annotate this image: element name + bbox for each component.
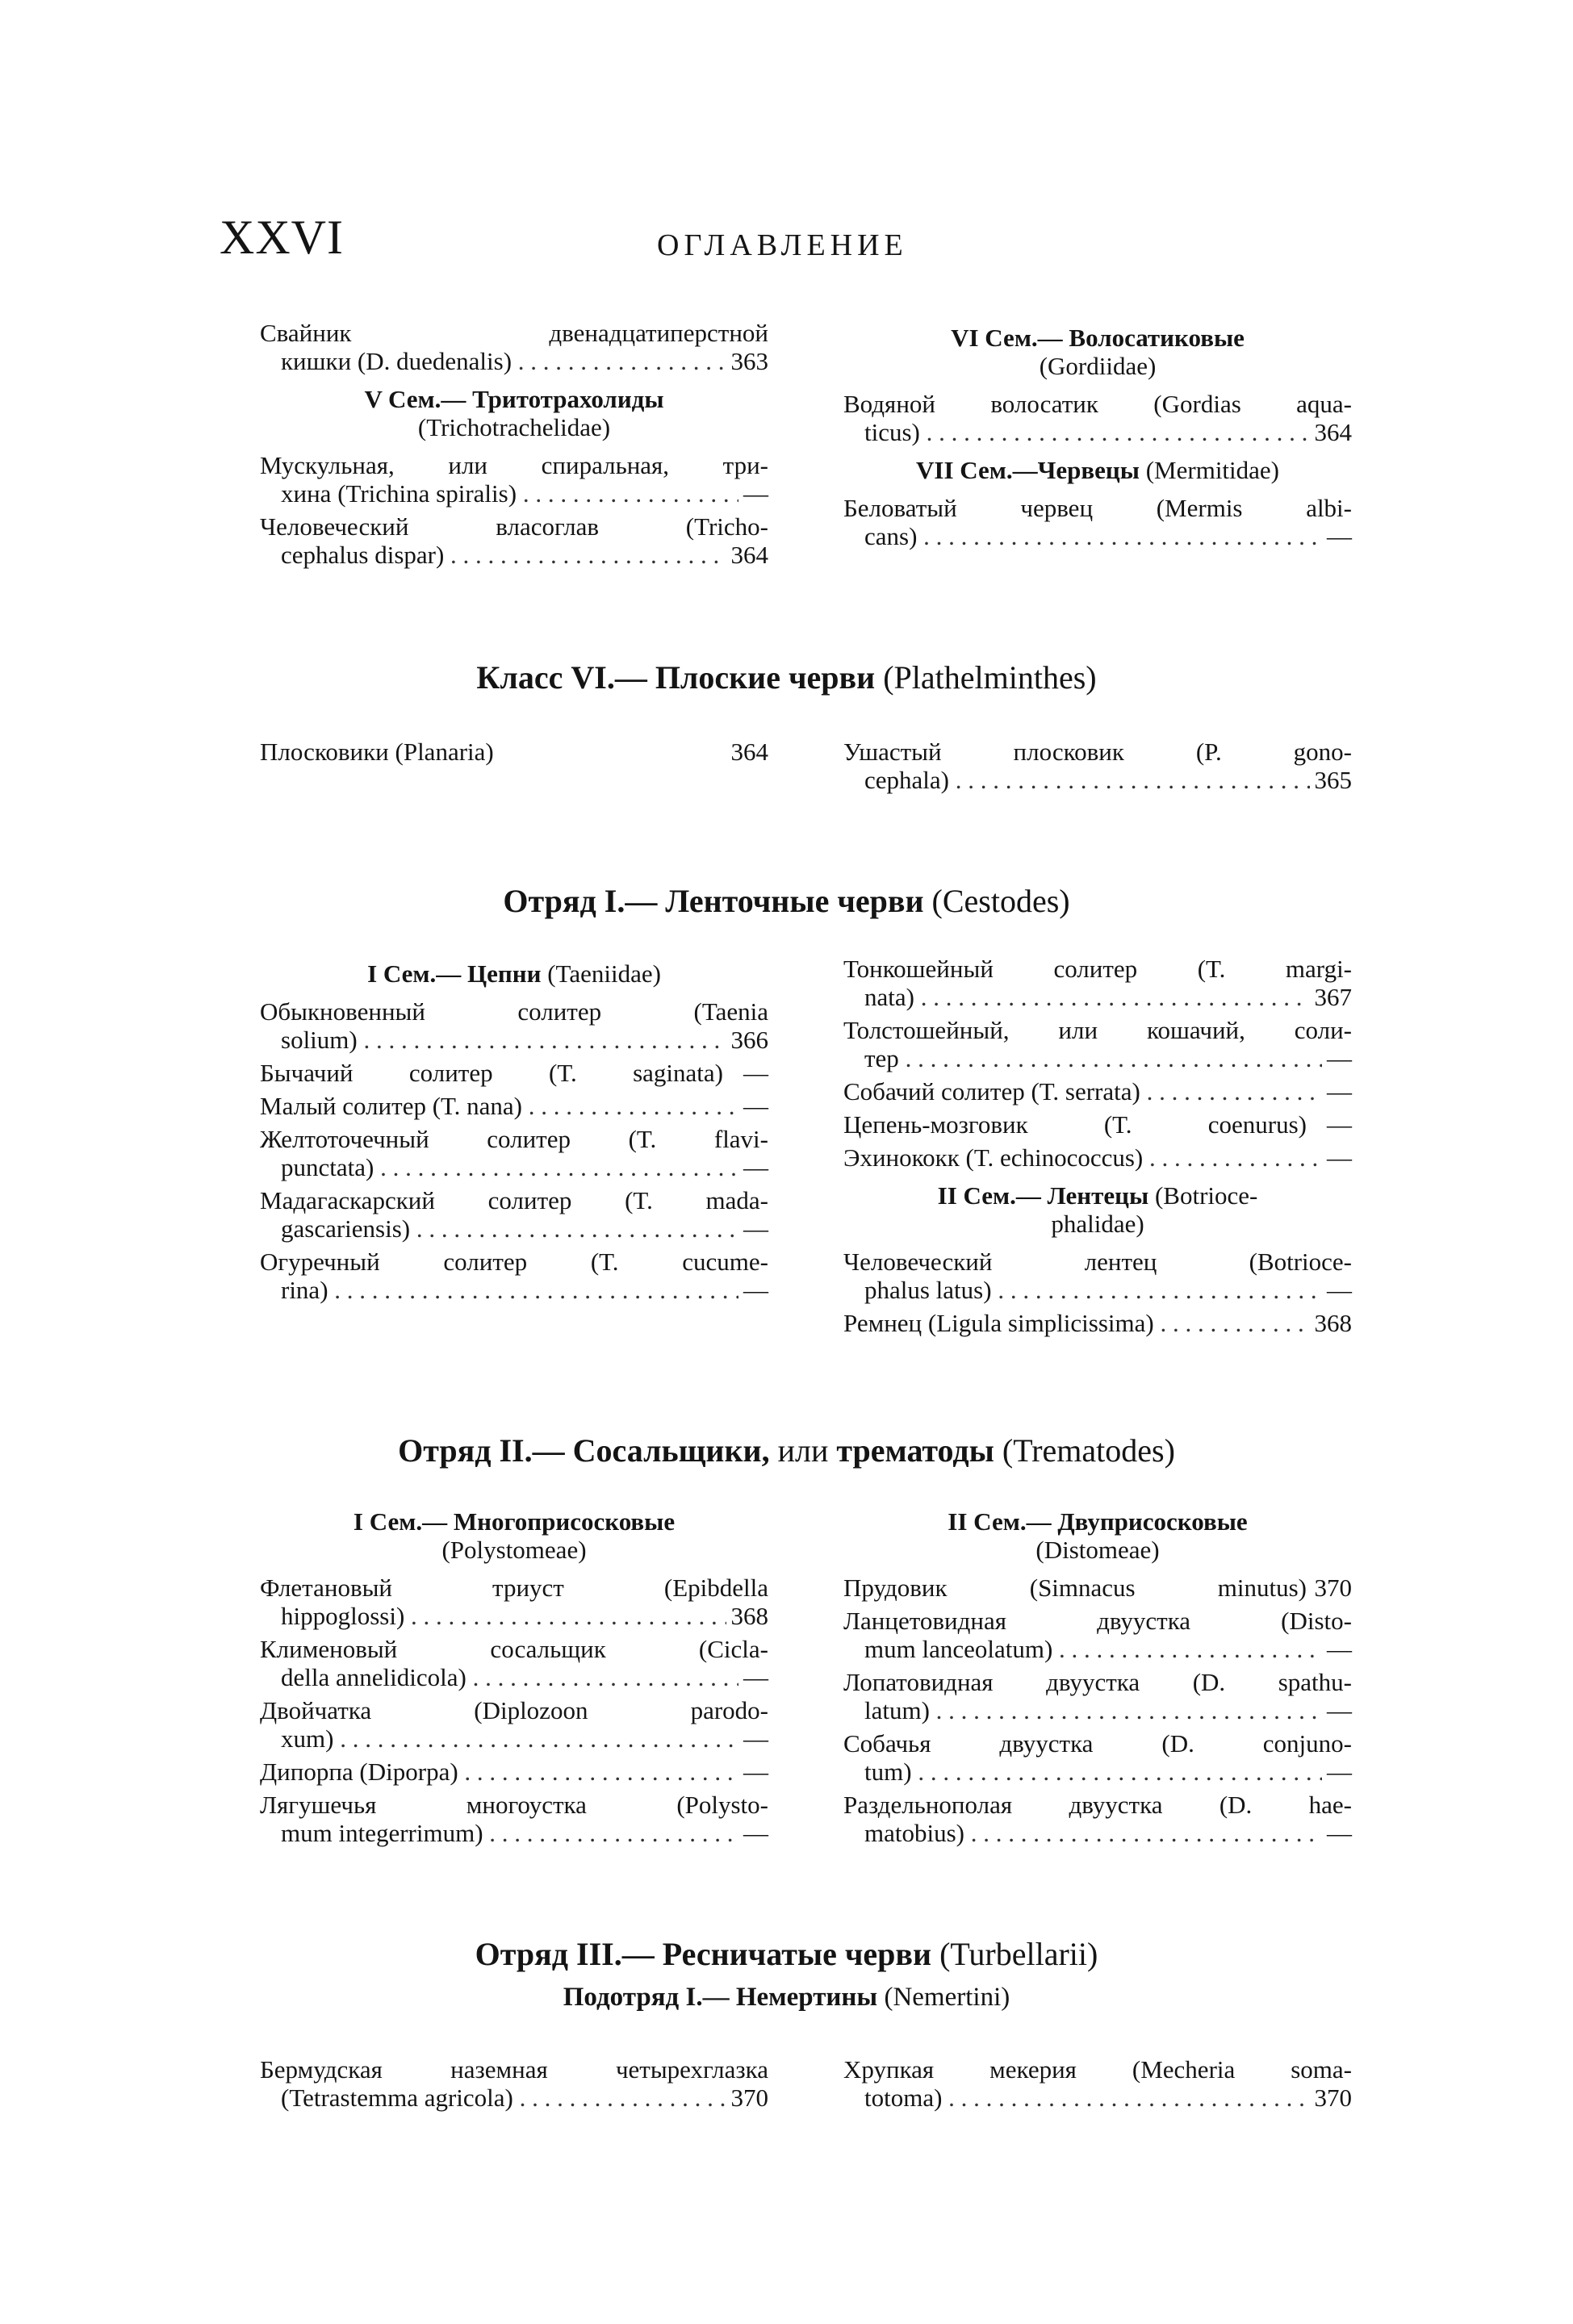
family-heading-line xyxy=(843,1181,1352,1210)
family-latin: (Taeniidae) xyxy=(547,959,661,988)
section-title-bold: Класс VI.— Плоские черви xyxy=(476,659,876,696)
family-heading-line xyxy=(843,1507,1352,1536)
section-subtitle-bold: Подотряд I.— Немертины xyxy=(563,1983,878,2012)
toc-entry xyxy=(843,494,1352,550)
family-heading xyxy=(843,1507,1352,1564)
entry-text-line: Плосковики (Planaria) xyxy=(260,738,494,766)
section-title xyxy=(0,1937,1573,1972)
family-heading xyxy=(260,385,768,441)
entry-text-line: Собачья двуустка (D. conjuno- xyxy=(843,1729,1352,1758)
toc-entry xyxy=(260,451,768,508)
toc-entry xyxy=(843,2055,1352,2112)
entry-page-number: 370 xyxy=(726,2084,769,2112)
entry-text-line: Мускульная, или спиральная, три- xyxy=(260,451,768,479)
family-latin: (Distomeae) xyxy=(1035,1536,1160,1564)
toc-column-right xyxy=(843,319,1352,555)
toc-column-right xyxy=(843,2055,1352,2117)
toc-entry xyxy=(260,1758,768,1786)
entry-text-line: Желтоточечный солитер (T. flavi- xyxy=(260,1125,768,1153)
toc-entry xyxy=(843,1729,1352,1786)
section-title-latin: (Plathelminthes) xyxy=(883,659,1097,696)
family-name: I Сем.— Многоприсосковые xyxy=(353,1507,676,1536)
entry-page-number: — xyxy=(1322,1276,1352,1304)
toc-entry xyxy=(260,997,768,1054)
toc-entry xyxy=(843,1248,1352,1304)
entry-text-line: тер . . . xyxy=(843,1044,1352,1072)
entry-page-number: — xyxy=(738,1724,768,1753)
entry-page-number: — xyxy=(738,1214,768,1243)
toc-column-right xyxy=(843,1503,1352,1852)
entry-text-line: Бычачий солитер (T. saginata) xyxy=(260,1059,723,1087)
toc-entry xyxy=(260,1092,768,1120)
family-heading xyxy=(843,456,1352,484)
section-title-latin: (Cestodes) xyxy=(931,883,1070,919)
entry-text-line: Толстошейный, или кошачий, соли- xyxy=(843,1016,1352,1044)
entry-text-line: Дипорпа (Diporpa) . . . xyxy=(260,1758,768,1786)
entry-text-line: Ремнец (Ligula simplicissima) . . . xyxy=(843,1309,1352,1337)
entry-text-line: cephalus dispar) . . . xyxy=(260,541,768,569)
toc-column-left xyxy=(260,1503,768,1852)
entry-text-line: Хрупкая мекерия (Mecheria soma- xyxy=(843,2055,1352,2084)
entry-text-line: matobius) . . . xyxy=(843,1819,1352,1847)
entry-text-line: Человеческий лентец (Botrioce- xyxy=(843,1248,1352,1276)
entry-page-number: 365 xyxy=(1310,766,1353,794)
toc-entry xyxy=(843,1309,1352,1337)
entry-page-number: 368 xyxy=(1310,1309,1353,1337)
toc-entry xyxy=(260,319,768,375)
toc-entry xyxy=(843,1110,1352,1139)
family-name: VII Сем.—Червецы xyxy=(916,456,1140,484)
section-title-latin: (Turbellarii) xyxy=(939,1936,1098,1972)
entry-page-number: — xyxy=(1322,1819,1352,1847)
entry-page-number: 370 xyxy=(1310,2084,1353,2112)
toc-column-left xyxy=(260,319,768,574)
section-title-bold: Отряд I.— Ленточные черви xyxy=(503,883,924,919)
entry-page-number: — xyxy=(738,479,768,508)
entry-page-number: — xyxy=(738,1153,768,1181)
toc-column-left xyxy=(260,2055,768,2117)
toc-entry xyxy=(843,1791,1352,1847)
entry-page-number: 367 xyxy=(1310,983,1353,1011)
family-heading-line xyxy=(260,1507,768,1536)
entry-text-line: Двойчатка (Diplozoon parodo- xyxy=(260,1696,768,1724)
family-name: I Сем.— Цепни xyxy=(367,959,542,988)
entry-page-number: 370 xyxy=(1310,1574,1353,1602)
entry-text-line: Цепень-мозговик (T. coenurus) xyxy=(843,1110,1307,1139)
family-heading xyxy=(843,1181,1352,1238)
entry-page-number: — xyxy=(1322,1077,1352,1106)
entry-page-number: — xyxy=(738,1758,768,1786)
section-subtitle xyxy=(0,1981,1573,2013)
entry-text-line: Огуречный солитер (T. cucume- xyxy=(260,1248,768,1276)
entry-text-line: mum lanceolatum) . . . xyxy=(843,1635,1352,1663)
entry-text-line: Мадагаскарский солитер (T. mada- xyxy=(260,1186,768,1214)
entry-text-line: nata) . . . xyxy=(843,983,1352,1011)
entry-text-line: Ушастый плосковик (P. gono- xyxy=(843,738,1352,766)
family-heading-line xyxy=(843,324,1352,352)
section-title xyxy=(0,884,1573,919)
toc-column-left xyxy=(260,738,768,771)
entry-text-line: rina) . . . xyxy=(260,1276,768,1304)
toc-entry xyxy=(260,1059,768,1087)
toc-column-left xyxy=(260,955,768,1309)
toc-entry xyxy=(260,1248,768,1304)
family-heading-line xyxy=(260,385,768,413)
entry-page-number: 368 xyxy=(726,1602,769,1630)
toc-entry xyxy=(260,738,768,766)
toc-entry xyxy=(260,1696,768,1753)
family-latin: (Trichotrachelidae) xyxy=(417,413,611,441)
entry-page-number: — xyxy=(738,1663,768,1691)
entry-text-line: hippoglossi) . . . xyxy=(260,1602,768,1630)
toc-entry xyxy=(843,955,1352,1011)
entry-text-line: Свайник двенадцатиперстной xyxy=(260,319,768,347)
toc-entry xyxy=(260,1791,768,1847)
entry-text-line: Человеческий власоглав (Tricho- xyxy=(260,512,768,541)
toc-entry xyxy=(843,1077,1352,1106)
entry-text-line: Обыкновенный солитер (Taenia xyxy=(260,997,768,1026)
family-name: II Сем.— Лентецы xyxy=(937,1181,1149,1210)
toc-entry xyxy=(260,1574,768,1630)
entry-page-number: 364 xyxy=(726,541,769,569)
toc-entry xyxy=(260,1635,768,1691)
entry-text-line: Лопатовидная двуустка (D. spathu- xyxy=(843,1668,1352,1696)
entry-text-line: mum integerrimum) . . . xyxy=(260,1819,768,1847)
running-title: ОГЛАВЛЕНИЕ xyxy=(657,228,908,262)
entry-text-line: xum) . . . xyxy=(260,1724,768,1753)
toc-entry xyxy=(843,1607,1352,1663)
family-latin: (Botrioce- xyxy=(1154,1181,1258,1210)
family-latin: (Polystomeae) xyxy=(441,1536,587,1564)
entry-page-number: 364 xyxy=(726,738,769,766)
entry-text-line: Тонкошейный солитер (T. margi- xyxy=(843,955,1352,983)
entry-text-line: cephala) . . . xyxy=(843,766,1352,794)
entry-page-number: — xyxy=(738,1059,768,1087)
entry-text-line: Бермудская наземная четырехглазка xyxy=(260,2055,768,2084)
family-name: II Сем.— Двуприсосковые xyxy=(948,1507,1248,1536)
toc-entry xyxy=(260,512,768,569)
toc-entry xyxy=(843,1143,1352,1172)
entry-text-line: della annelidicola) . . . xyxy=(260,1663,768,1691)
family-name: V Сем.— Тритотрахолиды xyxy=(364,385,664,413)
family-latin: (Gordiidae) xyxy=(1039,352,1157,380)
toc-entry xyxy=(843,390,1352,446)
section-title xyxy=(0,1433,1573,1469)
section-title xyxy=(0,660,1573,696)
entry-text-line: Раздельнополая двуустка (D. hae- xyxy=(843,1791,1352,1819)
entry-text-line: totoma) . . . xyxy=(843,2084,1352,2112)
entry-page-number: 364 xyxy=(1310,418,1353,446)
entry-text-line: кишки (D. duedenalis) . . . xyxy=(260,347,768,375)
page-number: XXVI xyxy=(220,211,344,264)
toc-entry xyxy=(843,1016,1352,1072)
family-latin: (Mermitidae) xyxy=(1145,456,1279,484)
family-latin: phalidae) xyxy=(1051,1210,1144,1238)
toc-column-right xyxy=(843,738,1352,799)
toc-entry xyxy=(260,1186,768,1243)
entry-text-line: ticus) . . . xyxy=(843,418,1352,446)
entry-page-number: — xyxy=(1322,1758,1352,1786)
entry-text-line: Клименовый сосальщик (Cicla- xyxy=(260,1635,768,1663)
toc-entry xyxy=(843,1574,1352,1602)
entry-page-number: — xyxy=(738,1276,768,1304)
entry-page-number: — xyxy=(1322,1635,1352,1663)
entry-text-line: хина (Trichina spiralis) . . . xyxy=(260,479,768,508)
section-title-bold: Отряд II.— Сосальщики, xyxy=(398,1432,770,1469)
entry-text-line: gascariensis) . . . xyxy=(260,1214,768,1243)
entry-text-line: cans) . . . xyxy=(843,522,1352,550)
entry-page-number: 366 xyxy=(726,1026,769,1054)
entry-text-line: (Tetrastemma agricola) . . . xyxy=(260,2084,768,2112)
entry-text-line: solium) . . . xyxy=(260,1026,768,1054)
entry-text-line: Флетановый триуст (Epibdella xyxy=(260,1574,768,1602)
entry-text-line: Беловатый червец (Mermis albi- xyxy=(843,494,1352,522)
section-title-bold: трематоды xyxy=(836,1432,994,1469)
family-heading-line xyxy=(843,456,1352,484)
entry-text-line: Водяной волосатик (Gordias aqua- xyxy=(843,390,1352,418)
entry-page-number: — xyxy=(1322,1044,1352,1072)
family-heading-line xyxy=(260,959,768,988)
entry-text-line: phalus latus) . . . xyxy=(843,1276,1352,1304)
entry-text-line: Ланцетовидная двуустка (Disto- xyxy=(843,1607,1352,1635)
entry-page-number: — xyxy=(738,1092,768,1120)
section-title-latin: (Trematodes) xyxy=(1002,1432,1175,1469)
entry-page-number: — xyxy=(1322,1143,1352,1172)
section-subtitle-latin: (Nemertini) xyxy=(884,1983,1010,2012)
entry-text-line: Собачий солитер (T. serrata) . . . xyxy=(843,1077,1352,1106)
entry-text-line: Прудовик (Simnacus minutus) xyxy=(843,1574,1307,1602)
entry-text-line: Эхинококк (T. echinococcus) . . . xyxy=(843,1143,1352,1172)
toc-entry xyxy=(843,1668,1352,1724)
entry-page-number: — xyxy=(1322,522,1352,550)
toc-entry xyxy=(260,1125,768,1181)
entry-page-number: — xyxy=(1322,1110,1352,1139)
toc-entry xyxy=(843,738,1352,794)
entry-page-number: 363 xyxy=(726,347,769,375)
family-heading xyxy=(260,1507,768,1564)
entry-text-line: tum) . . . xyxy=(843,1758,1352,1786)
entry-page-number: — xyxy=(738,1819,768,1847)
toc-entry xyxy=(260,2055,768,2112)
toc-column-right xyxy=(843,955,1352,1342)
entry-text-line: punctata) . . . xyxy=(260,1153,768,1181)
entry-page-number: — xyxy=(1322,1696,1352,1724)
section-title-connector: или xyxy=(769,1432,837,1469)
entry-text-line: latum) . . . xyxy=(843,1696,1352,1724)
family-heading xyxy=(260,959,768,988)
entry-text-line: Малый солитер (T. nana) . . . xyxy=(260,1092,768,1120)
family-name: VI Сем.— Волосатиковые xyxy=(951,324,1245,352)
family-heading xyxy=(843,324,1352,380)
entry-text-line: Лягушечья многоустка (Polysto- xyxy=(260,1791,768,1819)
section-title-bold: Отряд III.— Ресничатые черви xyxy=(475,1936,932,1972)
